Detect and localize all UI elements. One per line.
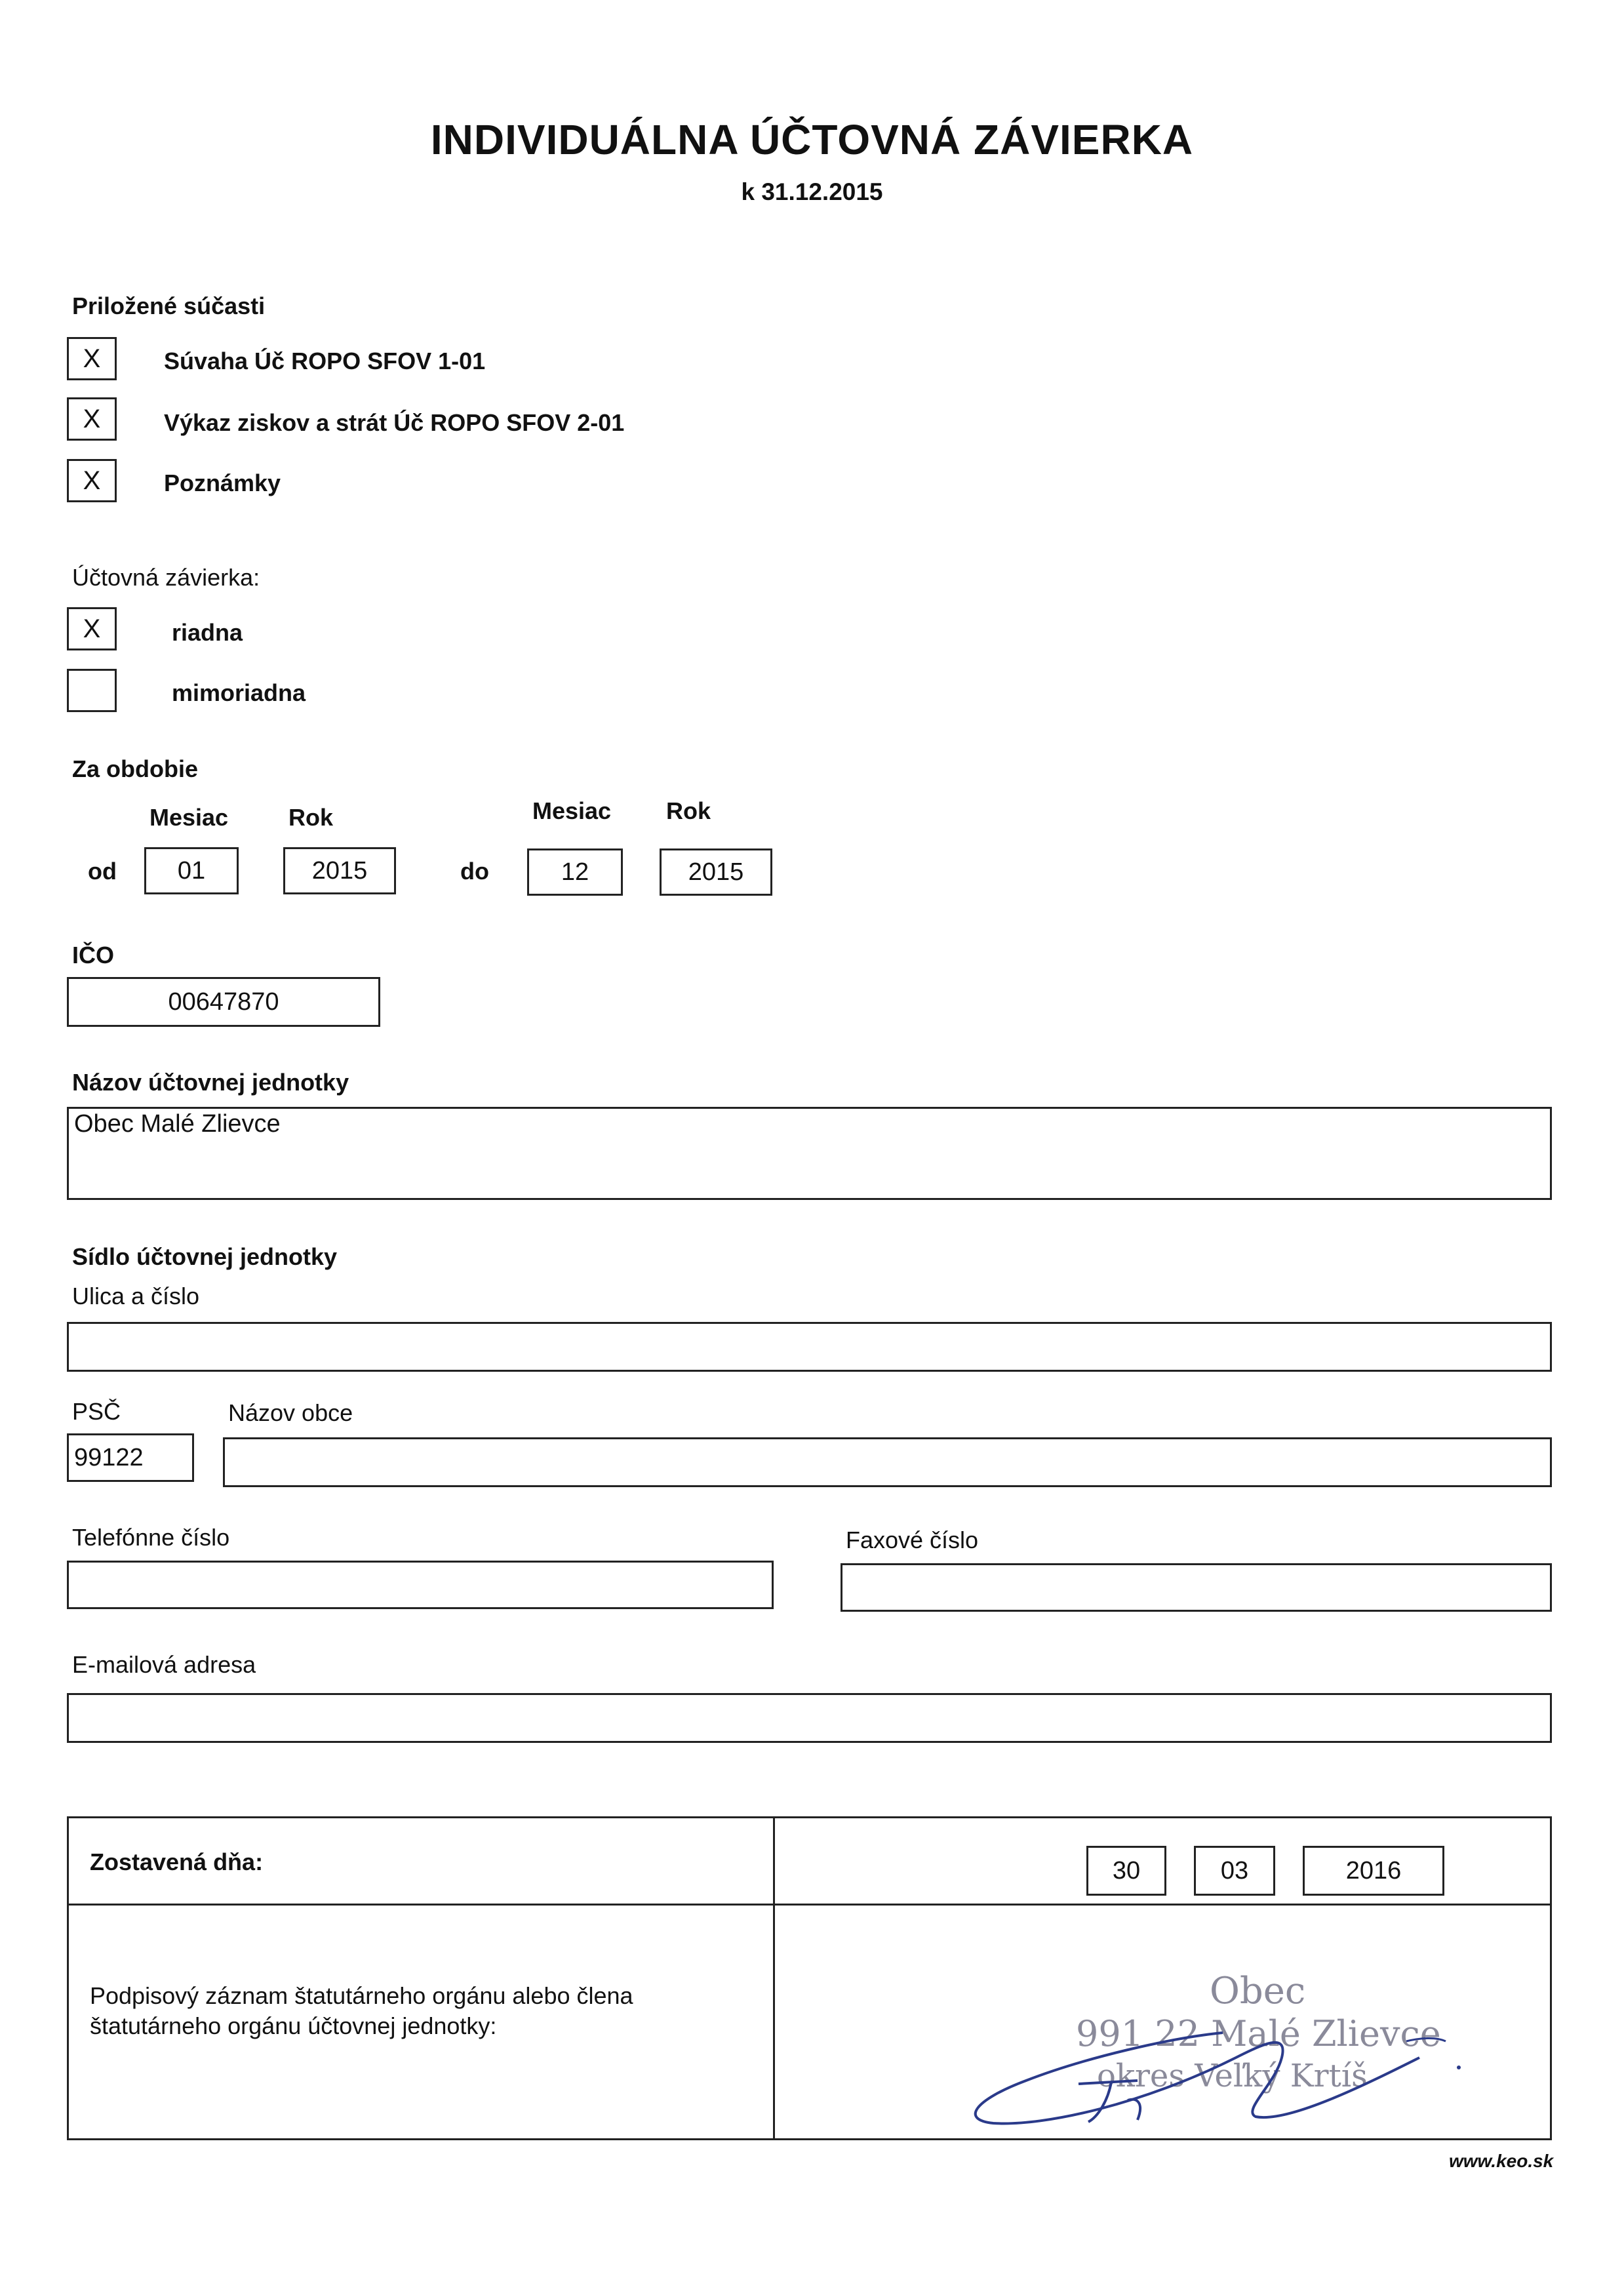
email-label: E-mailová adresa xyxy=(72,1651,256,1678)
ico-field[interactable]: 00647870 xyxy=(67,977,380,1027)
document-title: INDIVIDUÁLNA ÚČTOVNÁ ZÁVIERKA xyxy=(430,116,1194,163)
street-field[interactable] xyxy=(67,1322,1552,1372)
ico-label: IČO xyxy=(72,942,115,968)
street-label: Ulica a číslo xyxy=(72,1283,200,1309)
fax-label: Faxové číslo xyxy=(846,1527,979,1553)
stamp-line-address: 991 22 Malé Zlievce xyxy=(1076,2013,1441,2054)
entity-name-field[interactable]: Obec Malé Zlievce xyxy=(67,1107,1552,1200)
fax-field[interactable] xyxy=(841,1563,1552,1612)
psc-field[interactable]: 99122 xyxy=(67,1433,194,1482)
city-field[interactable] xyxy=(223,1437,1552,1487)
signature-table xyxy=(67,1816,1552,2140)
compiled-label: Zostavená dňa: xyxy=(90,1848,264,1875)
phone-label: Telefónne číslo xyxy=(72,1524,230,1551)
attachment-checkbox-income[interactable]: X xyxy=(67,397,117,441)
to-label: do xyxy=(460,858,489,885)
attachment-checkbox-notes[interactable]: X xyxy=(67,459,117,502)
statement-type-heading: Účtovná závierka: xyxy=(72,564,260,591)
compiled-day-field[interactable]: 30 xyxy=(1086,1846,1166,1896)
statement-type-regular-label: riadna xyxy=(172,619,243,646)
to-year-field[interactable]: 2015 xyxy=(660,848,772,896)
table-divider-horizontal xyxy=(69,1904,1550,1906)
psc-label: PSČ xyxy=(72,1398,121,1425)
attachment-label-balance: Súvaha Úč ROPO SFOV 1-01 xyxy=(164,348,486,374)
document-date: k 31.12.2015 xyxy=(741,178,883,205)
stamp-line-district: okres Veľký Krtíš xyxy=(1097,2058,1368,2094)
signature-label-line1: Podpisový záznam štatutárneho orgánu alebo člena xyxy=(90,1982,633,2009)
to-year-label: Rok xyxy=(666,797,711,824)
attachment-checkbox-balance[interactable]: X xyxy=(67,337,117,380)
handwritten-signature xyxy=(829,1959,1485,2136)
signature-label-line2: štatutárneho orgánu účtovnej jednotky: xyxy=(90,2012,497,2039)
to-month-field[interactable]: 12 xyxy=(527,848,623,896)
statement-type-extraordinary-checkbox[interactable] xyxy=(67,669,117,712)
statement-type-regular-checkbox[interactable]: X xyxy=(67,607,117,650)
footer-website: www.keo.sk xyxy=(1449,2151,1554,2171)
address-heading: Sídlo účtovnej jednotky xyxy=(72,1243,338,1270)
attachment-label-notes: Poznámky xyxy=(164,469,281,496)
period-heading: Za obdobie xyxy=(72,755,198,782)
from-month-field[interactable]: 01 xyxy=(144,847,239,894)
phone-field[interactable] xyxy=(67,1561,774,1609)
email-field[interactable] xyxy=(67,1693,1552,1743)
compiled-month-field[interactable]: 03 xyxy=(1194,1846,1275,1896)
compiled-year-field[interactable]: 2016 xyxy=(1303,1846,1444,1896)
attachments-heading: Priložené súčasti xyxy=(72,292,266,319)
attachment-label-income: Výkaz ziskov a strát Úč ROPO SFOV 2-01 xyxy=(164,409,625,436)
signature-stamp xyxy=(829,1959,1485,2136)
from-month-label: Mesiac xyxy=(149,804,229,831)
to-month-label: Mesiac xyxy=(532,797,612,824)
city-label: Názov obce xyxy=(228,1399,353,1426)
stamp-line-obec: Obec xyxy=(1210,1970,1306,2012)
from-year-field[interactable]: 2015 xyxy=(283,847,396,894)
statement-type-extraordinary-label: mimoriadna xyxy=(172,679,306,706)
from-label: od xyxy=(88,858,117,885)
entity-name-label: Názov účtovnej jednotky xyxy=(72,1069,349,1096)
from-year-label: Rok xyxy=(288,804,334,831)
table-divider-vertical xyxy=(773,1818,775,2138)
